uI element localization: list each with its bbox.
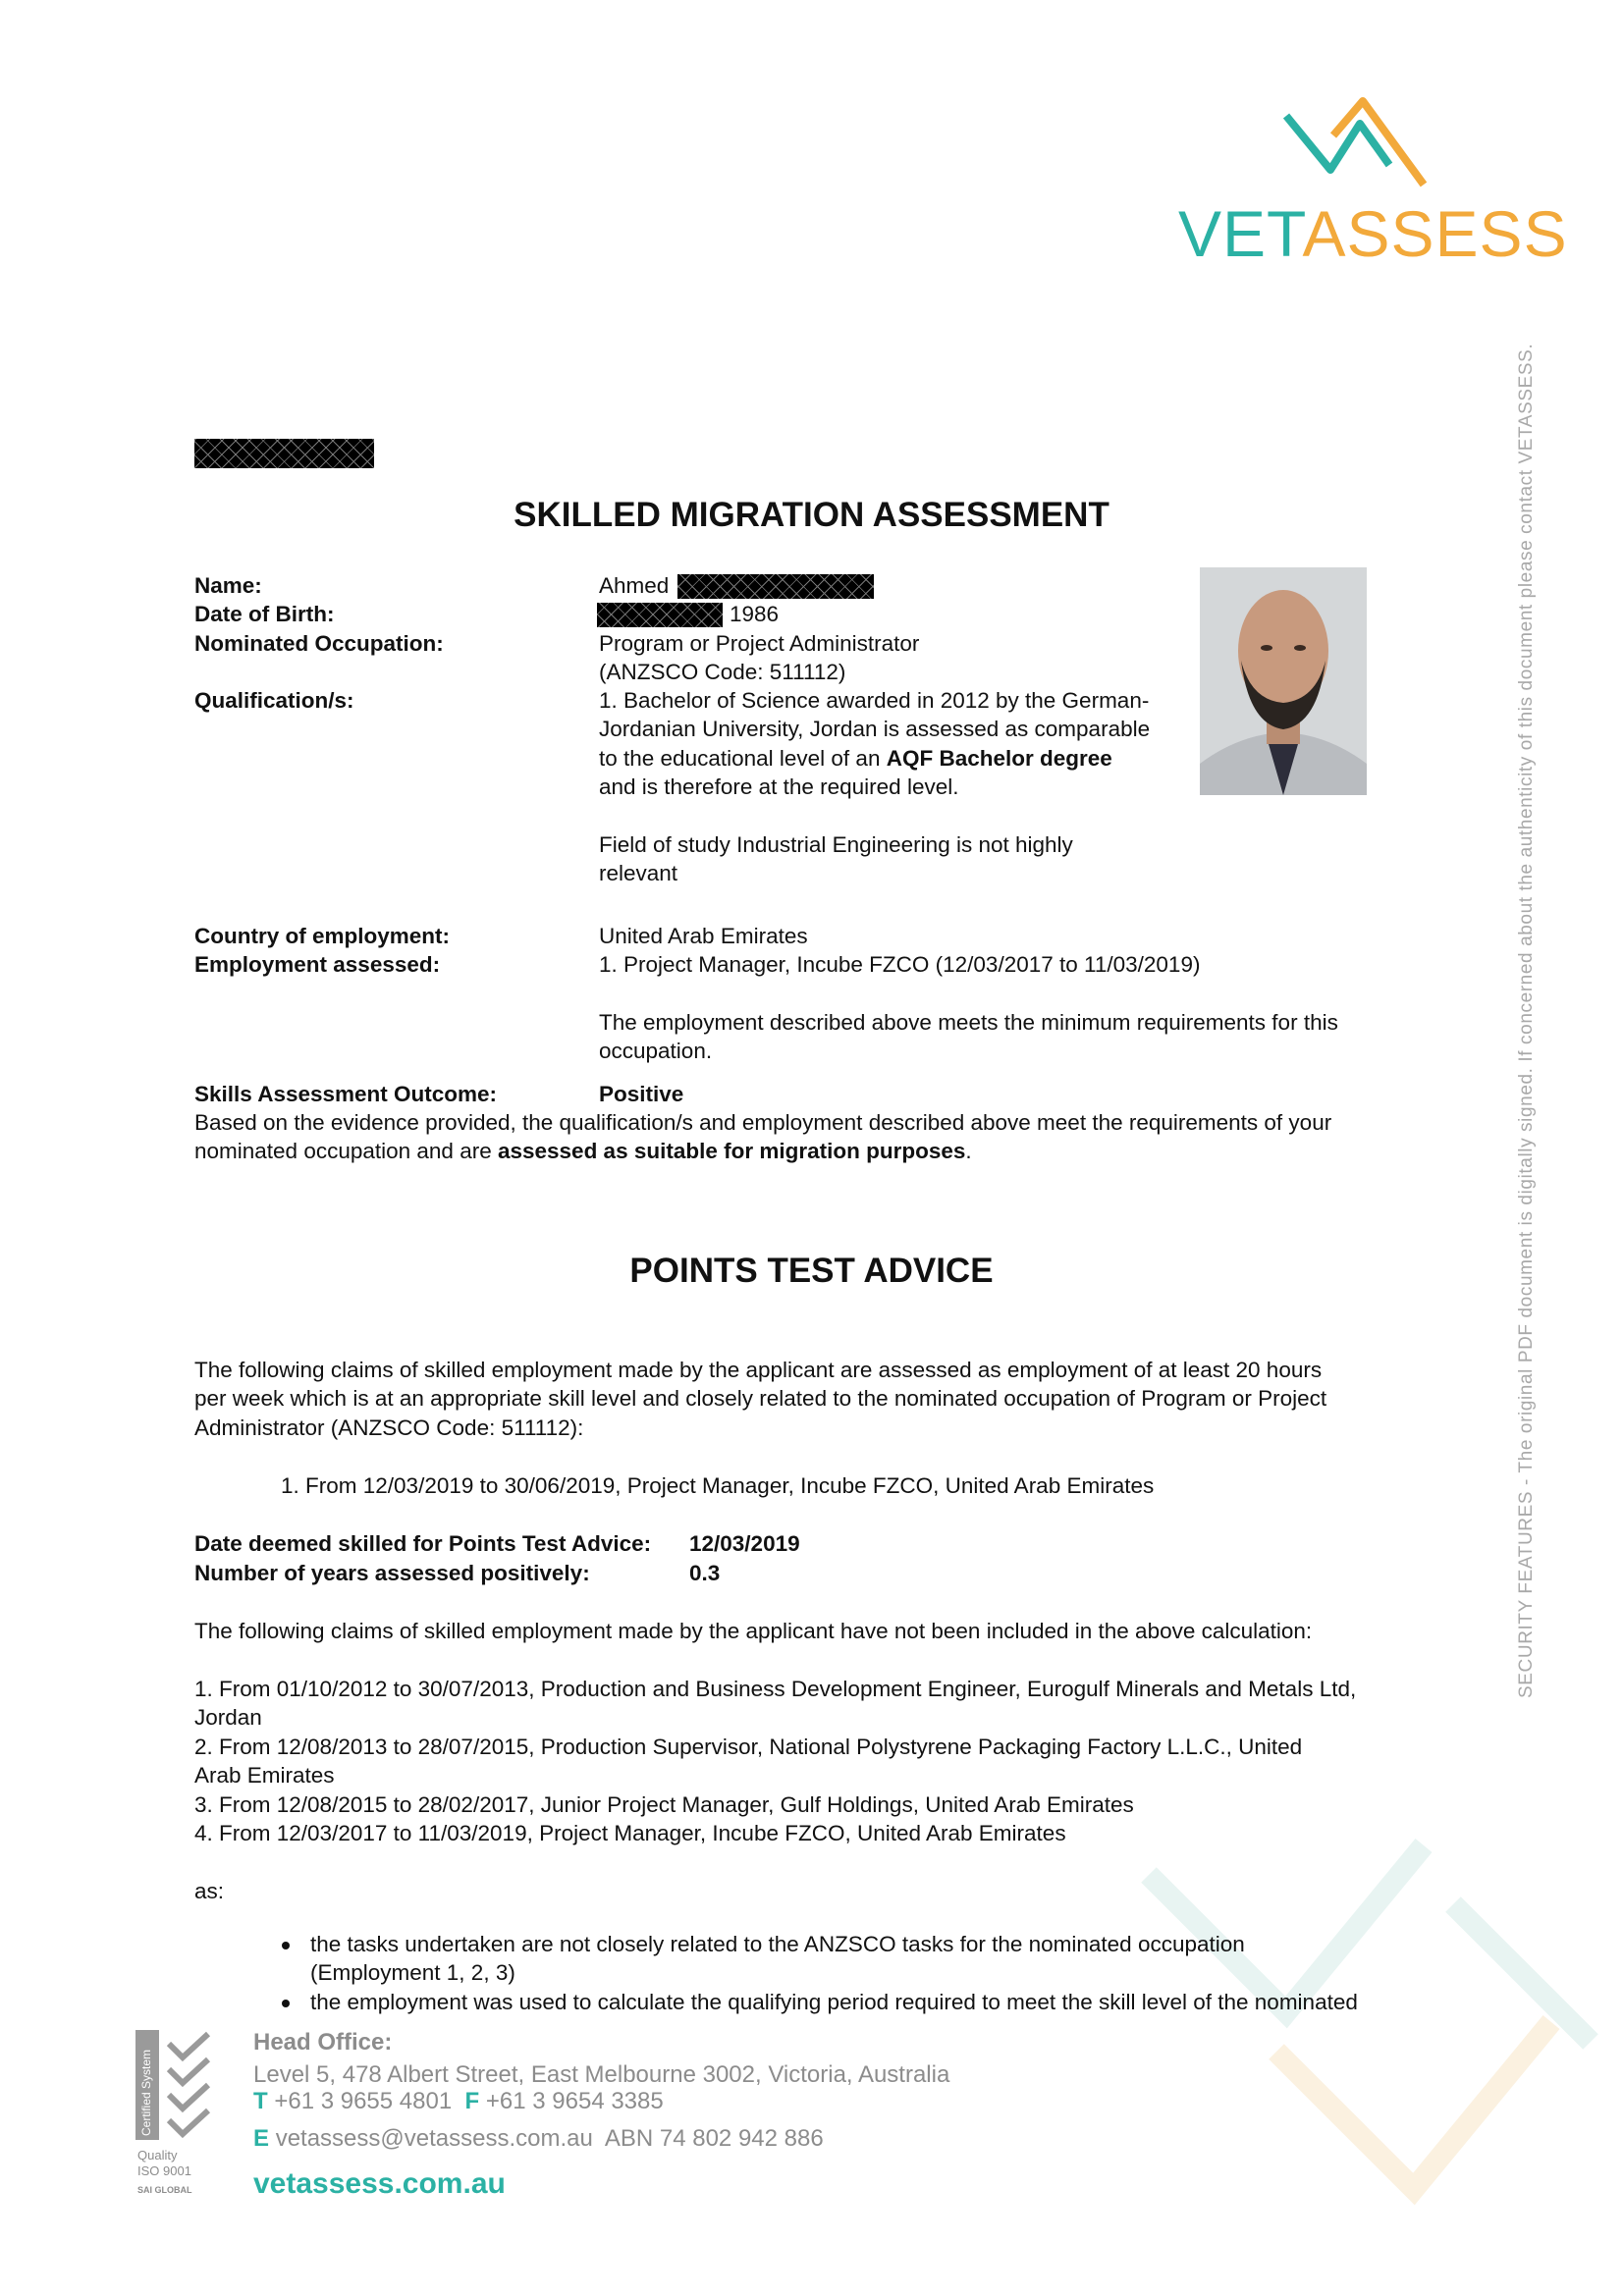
as-label: as: bbox=[194, 1879, 225, 1903]
years-value: 0.3 bbox=[689, 1561, 721, 1585]
outcome-text-part: . bbox=[965, 1139, 972, 1163]
aqf-level: AQF Bachelor degree bbox=[886, 746, 1112, 771]
head-office-label: Head Office: bbox=[253, 2029, 393, 2056]
outcome-text: Based on the evidence provided, the qualification/s and employment described above meet the requirements of your bbox=[194, 1110, 1332, 1135]
name-label: Name: bbox=[194, 573, 262, 598]
fax-letter: F bbox=[464, 2088, 480, 2114]
qualification-line: and is therefore at the required level. bbox=[599, 774, 959, 799]
redacted-surname bbox=[677, 574, 874, 599]
excluded-claim: Jordan bbox=[194, 1705, 262, 1730]
reason-bullet: the employment was used to calculate the qualifying period required to meet the skill level of the nominated bbox=[310, 1990, 1358, 2014]
points-intro: Administrator (ANZSCO Code: 511112): bbox=[194, 1415, 584, 1440]
security-features-side-text: SECURITY FEATURES - The original PDF document is digitally signed. If concerned about the authenticity of this document please contact VETASSESS. bbox=[1516, 343, 1537, 1698]
employment-meets-line: occupation. bbox=[599, 1039, 713, 1063]
qualification-text: to the educational level of an bbox=[599, 746, 887, 771]
date-deemed-label: Date deemed skilled for Points Test Advice: bbox=[194, 1531, 652, 1556]
outcome-text bbox=[194, 1137, 972, 1166]
badge-checkmarks-icon bbox=[163, 2030, 214, 2140]
vetassess-logo-icon bbox=[1276, 96, 1434, 189]
qualification-line: Jordanian University, Jordan is assessed as comparable bbox=[599, 717, 1151, 741]
fax-number: +61 3 9654 3385 bbox=[485, 2088, 664, 2114]
assessed-claim: 1. From 12/03/2019 to 30/06/2019, Project Manager, Incube FZCO, United Arab Emirates bbox=[281, 1473, 1155, 1498]
qualification-line: 1. Bachelor of Science awarded in 2012 by the German- bbox=[599, 688, 1150, 713]
reason-bullet: the tasks undertaken are not closely related to the ANZSCO tasks for the nominated occupation bbox=[310, 1932, 1245, 1956]
head-office-address: Level 5, 478 Albert Street, East Melbourne 3002, Victoria, Australia bbox=[253, 2061, 950, 2088]
qualification-line bbox=[599, 744, 1112, 774]
country-label: Country of employment: bbox=[194, 924, 451, 948]
points-intro: per week which is at an appropriate skill level and closely related to the nominated occupation of Program or Project bbox=[194, 1386, 1327, 1411]
excluded-claim: 3. From 12/08/2015 to 28/02/2017, Junior Project Manager, Gulf Holdings, United Arab Emirates bbox=[194, 1792, 1134, 1817]
badge-sai-text: SAI GLOBAL bbox=[137, 2185, 192, 2195]
applicant-photo bbox=[1200, 567, 1367, 795]
country-value: United Arab Emirates bbox=[599, 924, 808, 948]
occupation-code: (ANZSCO Code: 511112) bbox=[599, 660, 846, 684]
outcome-emphasis: assessed as suitable for migration purposes bbox=[497, 1139, 966, 1163]
years-label: Number of years assessed positively: bbox=[194, 1561, 590, 1585]
qualification-label: Qualification/s: bbox=[194, 688, 354, 713]
dob-year: 1986 bbox=[730, 602, 780, 626]
employment-label: Employment assessed: bbox=[194, 952, 441, 977]
website-link[interactable]: vetassess.com.au bbox=[253, 2167, 506, 2200]
field-of-study-line: Field of study Industrial Engineering is not highly bbox=[599, 832, 1073, 857]
email-address: vetassess@vetassess.com.au bbox=[275, 2125, 593, 2152]
date-deemed-value: 12/03/2019 bbox=[689, 1531, 800, 1556]
badge-quality-text: Quality bbox=[137, 2148, 178, 2163]
page-title: SKILLED MIGRATION ASSESSMENT bbox=[514, 496, 1109, 534]
excluded-claim: 2. From 12/08/2013 to 28/07/2015, Production Supervisor, National Polystyrene Packaging Factory L.L.C., United bbox=[194, 1735, 1303, 1759]
redacted-birth-day-month bbox=[597, 603, 723, 627]
employment-value: 1. Project Manager, Incube FZCO (12/03/2017 to 11/03/2019) bbox=[599, 952, 1201, 977]
field-of-study-line: relevant bbox=[599, 861, 678, 885]
email-letter: E bbox=[253, 2125, 270, 2152]
abn-number: ABN 74 802 942 886 bbox=[604, 2125, 824, 2152]
excluded-claim: Arab Emirates bbox=[194, 1763, 335, 1788]
email-abn-line bbox=[253, 2124, 824, 2154]
excluded-claim: 1. From 01/10/2012 to 30/07/2013, Production and Business Development Engineer, Eurogulf Minerals and Metals Ltd, bbox=[194, 1677, 1357, 1701]
dob-label: Date of Birth: bbox=[194, 602, 335, 626]
outcome-label: Skills Assessment Outcome: bbox=[194, 1082, 498, 1106]
phone-number: +61 3 9655 4801 bbox=[274, 2088, 453, 2114]
outcome-text-part: nominated occupation and are bbox=[194, 1139, 498, 1163]
points-intro: The following claims of skilled employment made by the applicant are assessed as employment of at least 20 hours bbox=[194, 1358, 1323, 1382]
name-value: Ahmed bbox=[599, 573, 670, 598]
excluded-intro: The following claims of skilled employment made by the applicant have not been included in the above calculation: bbox=[194, 1619, 1313, 1643]
background-chevron-watermark bbox=[1129, 1787, 1623, 2296]
occupation-value: Program or Project Administrator bbox=[599, 631, 920, 656]
badge-certified-text: Certified System bbox=[139, 2049, 153, 2136]
bullet-dot bbox=[282, 2000, 290, 2007]
outcome-value: Positive bbox=[599, 1082, 684, 1106]
phone-letter: T bbox=[253, 2088, 268, 2114]
phone-fax-line bbox=[253, 2087, 664, 2116]
employment-meets-line: The employment described above meets the minimum requirements for this bbox=[599, 1010, 1338, 1035]
vetassess-logo-text: VETASSESS bbox=[1178, 197, 1568, 270]
badge-iso-text: ISO 9001 bbox=[137, 2163, 191, 2178]
iso-certification-badge bbox=[135, 2030, 216, 2202]
reason-bullet-continued: (Employment 1, 2, 3) bbox=[310, 1960, 515, 1985]
occupation-label: Nominated Occupation: bbox=[194, 631, 444, 656]
excluded-claim: 4. From 12/03/2017 to 11/03/2019, Project Manager, Incube FZCO, United Arab Emirates bbox=[194, 1821, 1066, 1845]
points-title: POINTS TEST ADVICE bbox=[629, 1252, 994, 1290]
bullet-dot bbox=[282, 1942, 290, 1949]
redacted-reference bbox=[194, 439, 374, 468]
